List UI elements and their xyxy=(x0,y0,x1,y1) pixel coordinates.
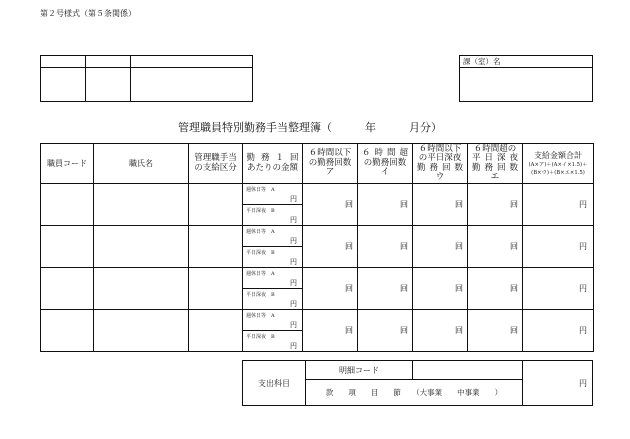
count-b-cell xyxy=(358,184,413,226)
header-line: の勤務回数 xyxy=(308,157,352,168)
header-line: 職員コード xyxy=(47,159,87,168)
employee-name-cell xyxy=(94,268,189,310)
approval-stamp-cell xyxy=(131,68,252,101)
form-number-label: 第２号様式（第５条関係） xyxy=(40,9,136,18)
total-amount-cell xyxy=(523,184,594,226)
table-row xyxy=(41,310,594,331)
rate-b-label: 平日深夜 B xyxy=(246,292,275,298)
allowance-ledger-table xyxy=(40,143,594,352)
rate-a-unit: 円 xyxy=(290,237,297,245)
allowance-category-cell xyxy=(189,184,243,226)
rate-a-unit: 円 xyxy=(290,321,297,329)
approval-header-cell xyxy=(86,56,131,68)
header-line: 勤務１回 xyxy=(246,153,299,163)
header-count-a xyxy=(303,144,358,184)
approval-stamp-box xyxy=(40,55,253,102)
header-line: ６時間以下 xyxy=(418,143,462,154)
department-box xyxy=(459,55,593,102)
rate-b-cell xyxy=(243,205,303,226)
count-a-cell xyxy=(303,268,358,310)
employee-name-cell xyxy=(94,310,189,352)
header-line: ア xyxy=(325,167,335,178)
rate-a-cell xyxy=(243,184,303,205)
header-count-b xyxy=(358,144,413,184)
table-row xyxy=(41,226,594,247)
header-line: ６時間超の xyxy=(473,143,517,154)
rate-b-unit: 円 xyxy=(290,258,297,266)
detail-code-field xyxy=(413,361,522,379)
rate-b-unit: 円 xyxy=(290,342,297,350)
count-b-cell xyxy=(358,226,413,268)
count-unit: 回 xyxy=(345,284,353,293)
header-rate-per-duty xyxy=(243,144,303,184)
allowance-category-cell xyxy=(189,226,243,268)
count-unit: 回 xyxy=(400,284,408,293)
table-row xyxy=(41,184,594,205)
header-line: 支給金額合計 xyxy=(534,151,582,160)
page-title: 管理職員特別勤務手当整理簿（ 年 月分） xyxy=(178,121,442,134)
approval-header-cell xyxy=(131,56,252,68)
expense-account-label: 支出科目 xyxy=(258,378,290,388)
total-amount-unit: 円 xyxy=(579,326,587,335)
count-d-cell xyxy=(468,184,523,226)
rate-a-cell xyxy=(243,310,303,331)
budget-classification-line: 款 項 目 節 （大事業 中事業 ） xyxy=(325,388,503,397)
header-line: 平日深夜 xyxy=(472,153,518,163)
total-amount-unit: 円 xyxy=(579,284,587,293)
rate-b-label: 平日深夜 B xyxy=(246,250,275,256)
count-unit: 回 xyxy=(510,284,518,293)
total-amount-unit: 円 xyxy=(579,200,587,209)
rate-b-cell xyxy=(243,289,303,310)
employee-name-cell xyxy=(94,184,189,226)
count-unit: 回 xyxy=(510,326,518,335)
count-d-cell xyxy=(468,226,523,268)
rate-b-label: 平日深夜 B xyxy=(246,334,275,340)
header-allowance-category xyxy=(189,144,243,184)
header-line: ６時間超 xyxy=(362,148,408,159)
header-employee-code xyxy=(41,144,94,184)
total-amount-cell xyxy=(523,226,594,268)
count-unit: 回 xyxy=(345,326,353,335)
total-amount-cell xyxy=(523,268,594,310)
count-c-cell xyxy=(413,184,468,226)
rate-a-unit: 円 xyxy=(290,279,297,287)
approval-stamp-cell xyxy=(86,68,131,101)
table-header-row xyxy=(41,144,594,184)
rate-a-cell xyxy=(243,268,303,289)
header-line: イ xyxy=(380,167,390,178)
expense-account-box xyxy=(242,360,593,406)
rate-a-label: 週休日等 A xyxy=(246,271,275,277)
header-formula-line: (A×ア)＋(A×イ×1.5)＋ xyxy=(528,162,588,168)
rate-b-cell xyxy=(243,331,303,352)
approval-header-cell xyxy=(41,56,86,68)
rate-b-unit: 円 xyxy=(290,216,297,224)
header-employee-name xyxy=(94,144,189,184)
rate-a-label: 週休日等 A xyxy=(246,313,275,319)
count-unit: 回 xyxy=(455,242,463,251)
header-line: 勤務回数 xyxy=(472,162,518,173)
count-unit: 回 xyxy=(400,326,408,335)
count-d-cell xyxy=(468,310,523,352)
header-formula-line: (B×ウ)＋(B×エ×1.5) xyxy=(531,170,585,176)
count-unit: 回 xyxy=(510,200,518,209)
total-amount-cell xyxy=(523,310,594,352)
employee-code-cell xyxy=(41,226,94,268)
rate-a-cell xyxy=(243,226,303,247)
employee-code-cell xyxy=(41,310,94,352)
department-label: 課（室）名 xyxy=(460,56,592,68)
rate-a-unit: 円 xyxy=(290,195,297,203)
count-unit: 回 xyxy=(400,200,408,209)
count-unit: 回 xyxy=(400,242,408,251)
rate-b-cell xyxy=(243,247,303,268)
count-a-cell xyxy=(303,184,358,226)
rate-a-label: 週休日等 A xyxy=(246,187,275,193)
approval-stamp-cell xyxy=(41,68,86,101)
count-c-cell xyxy=(413,310,468,352)
rate-b-unit: 円 xyxy=(290,300,297,308)
header-line: の勤務回数 xyxy=(363,157,407,168)
header-line: 職氏名 xyxy=(129,159,153,168)
allowance-category-cell xyxy=(189,310,243,352)
employee-code-cell xyxy=(41,184,94,226)
count-unit: 回 xyxy=(455,200,463,209)
header-line: 管理職手当 xyxy=(194,153,237,163)
count-c-cell xyxy=(413,226,468,268)
rate-a-label: 週休日等 A xyxy=(246,229,275,235)
count-d-cell xyxy=(468,268,523,310)
count-unit: 回 xyxy=(455,326,463,335)
count-unit: 回 xyxy=(345,242,353,251)
count-a-cell xyxy=(303,226,358,268)
employee-name-cell xyxy=(94,226,189,268)
count-unit: 回 xyxy=(510,242,518,251)
header-count-d xyxy=(468,144,523,184)
header-line: ウ xyxy=(435,172,445,182)
count-unit: 回 xyxy=(345,200,353,209)
count-b-cell xyxy=(358,310,413,352)
header-line: 勤務回数 xyxy=(417,162,463,173)
detail-code-label: 明細コード xyxy=(339,365,379,375)
employee-code-cell xyxy=(41,268,94,310)
count-unit: 回 xyxy=(455,284,463,293)
rate-b-label: 平日深夜 B xyxy=(246,208,275,214)
header-count-c xyxy=(413,144,468,184)
header-line: エ xyxy=(490,172,500,182)
count-a-cell xyxy=(303,310,358,352)
allowance-category-cell xyxy=(189,268,243,310)
table-row xyxy=(41,268,594,289)
expense-amount-unit: 円 xyxy=(579,378,587,388)
count-b-cell xyxy=(358,268,413,310)
header-total-amount xyxy=(523,144,594,184)
total-amount-unit: 円 xyxy=(579,242,587,251)
header-line: の平日深夜 xyxy=(418,153,462,163)
header-line: ６時間以下 xyxy=(308,148,352,159)
header-line: あたりの金額 xyxy=(246,162,298,173)
header-line: の支給区分 xyxy=(194,162,237,173)
count-c-cell xyxy=(413,268,468,310)
